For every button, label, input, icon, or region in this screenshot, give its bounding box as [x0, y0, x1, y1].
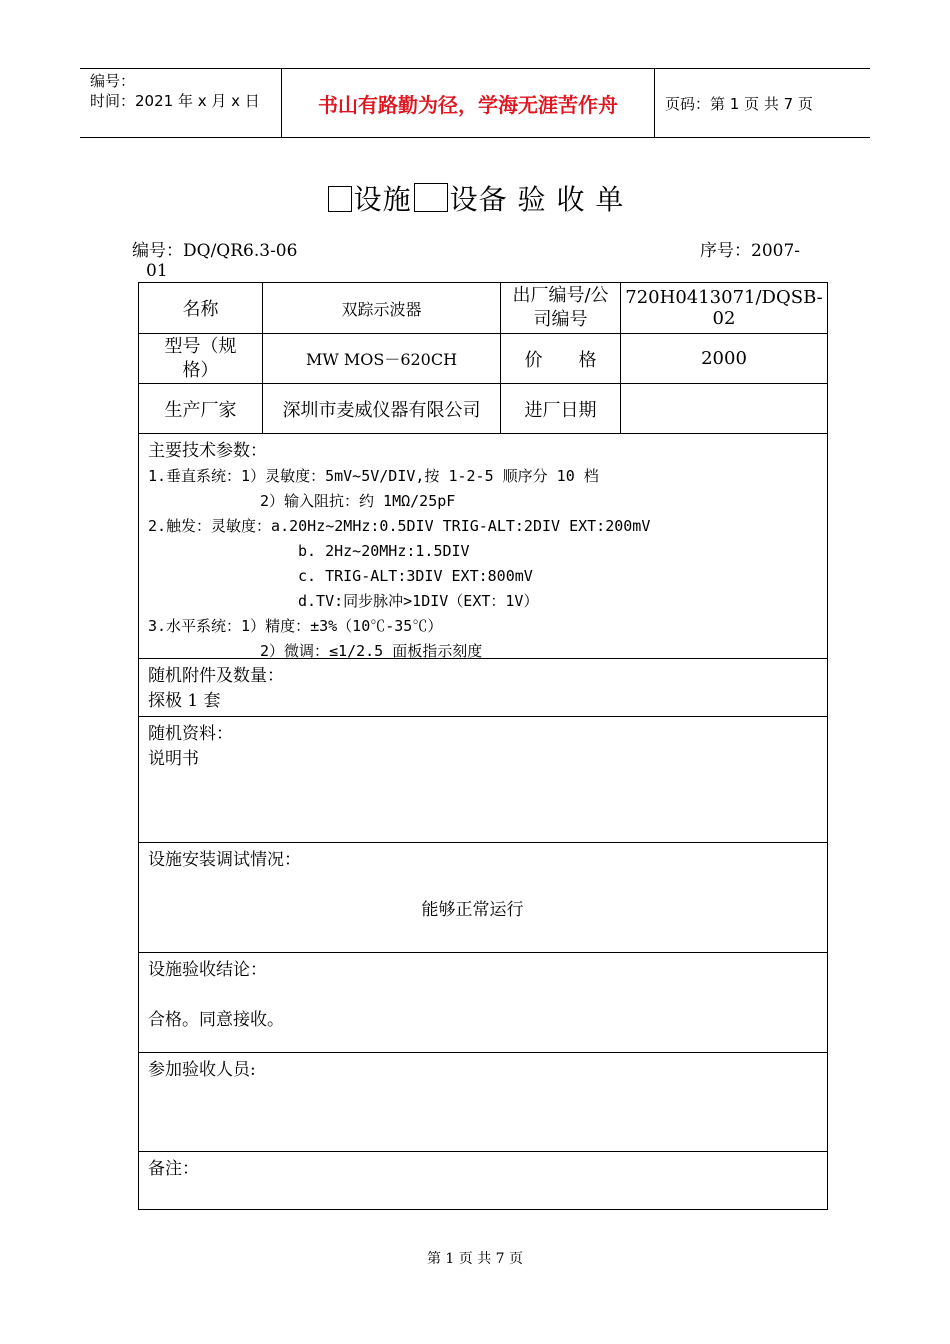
model-value: MW MOS－620CH	[262, 334, 500, 383]
spec-line: 2）输入阻抗：约 1MΩ/25pF	[260, 492, 456, 510]
date-label: 进厂日期	[500, 384, 620, 433]
spec-line: 3.水平系统：1）精度：±3%（10℃-35℃）	[148, 617, 443, 635]
page-header	[80, 68, 870, 138]
model-label	[139, 334, 262, 383]
serial-label-line-2: 司编号	[533, 309, 588, 330]
inspectors-section	[139, 1053, 827, 1152]
header-motto: 书山有路勤为径，学海无涯苦作舟	[281, 69, 655, 137]
spec-line: d.TV:同步脉冲>1DIV（EXT：1V）	[298, 592, 539, 610]
row-name	[139, 283, 827, 334]
document-number: 编号：DQ/QR6.3-06	[132, 241, 298, 261]
price-value: 2000	[620, 334, 827, 383]
sequence-number-continued: 01	[146, 261, 168, 281]
maker-label: 生产厂家	[164, 399, 237, 421]
remarks-label: 备注：	[148, 1159, 199, 1179]
accessories-section	[139, 659, 827, 717]
model-label-line-2: 格）	[182, 359, 219, 381]
date-value[interactable]	[620, 384, 827, 433]
remarks-section	[139, 1152, 827, 1209]
header-meta	[80, 69, 280, 137]
serial-label-line-1: 出厂编号/公	[512, 285, 609, 306]
documents-section	[139, 717, 827, 843]
spec-line: 2）微调：≤1/2.5 面板指示刻度	[260, 642, 483, 660]
documents-value: 说明书	[148, 749, 199, 769]
header-number-label: 编号：	[90, 72, 136, 90]
spec-line: 2.触发：灵敏度：a.20Hz~2MHz:0.5DIV TRIG-ALT:2DIV EXT:200mV	[148, 517, 651, 535]
header-page-info: 页码：第 1 页 共 7 页	[665, 94, 813, 113]
model-label-line-1: 型号（规	[164, 335, 237, 357]
name-label: 名称	[182, 299, 219, 320]
spec-line: 1.垂直系统：1）灵敏度：5mV~5V/DIV,按 1-2-5 顺序分 10 档	[148, 467, 599, 485]
equipment-checkbox[interactable]	[414, 183, 448, 212]
specs-section	[139, 434, 827, 659]
name-value: 双踪示波器	[262, 283, 500, 333]
facility-checkbox[interactable]	[328, 186, 352, 212]
acceptance-form	[138, 282, 828, 1210]
serial-value: 720H0413071/DQSB-02	[620, 283, 827, 333]
page-title	[0, 178, 950, 218]
conclusion-section	[139, 953, 827, 1053]
install-section	[139, 843, 827, 953]
page-footer: 第 1 页 共 7 页	[426, 1251, 524, 1267]
serial-label	[500, 283, 620, 333]
accessories-value: 探极 1 套	[148, 691, 221, 711]
sequence-number: 序号：2007-	[700, 241, 801, 261]
inspectors-label: 参加验收人员:	[148, 1060, 256, 1080]
price-label: 价 格	[500, 334, 620, 383]
maker-value: 深圳市麦威仪器有限公司	[262, 384, 500, 433]
specs-heading: 主要技术参数：	[148, 441, 267, 461]
accessories-label: 随机附件及数量：	[148, 666, 284, 686]
header-time-label: 时间：2021 年 x 月 x 日	[90, 92, 260, 110]
row-model	[139, 334, 827, 384]
conclusion-value: 合格。同意接收。	[148, 1010, 284, 1030]
install-value: 能够正常运行	[421, 900, 524, 920]
row-maker	[139, 384, 827, 434]
title-part-1: 设施	[353, 183, 412, 216]
conclusion-label: 设施验收结论：	[148, 960, 267, 980]
title-part-2: 设备 验 收 单	[449, 183, 625, 216]
spec-line: c. TRIG-ALT:3DIV EXT:800mV	[298, 567, 533, 585]
spec-line: b. 2Hz~20MHz:1.5DIV	[298, 542, 470, 560]
documents-label: 随机资料：	[148, 724, 233, 744]
install-label: 设施安装调试情况：	[148, 850, 301, 870]
